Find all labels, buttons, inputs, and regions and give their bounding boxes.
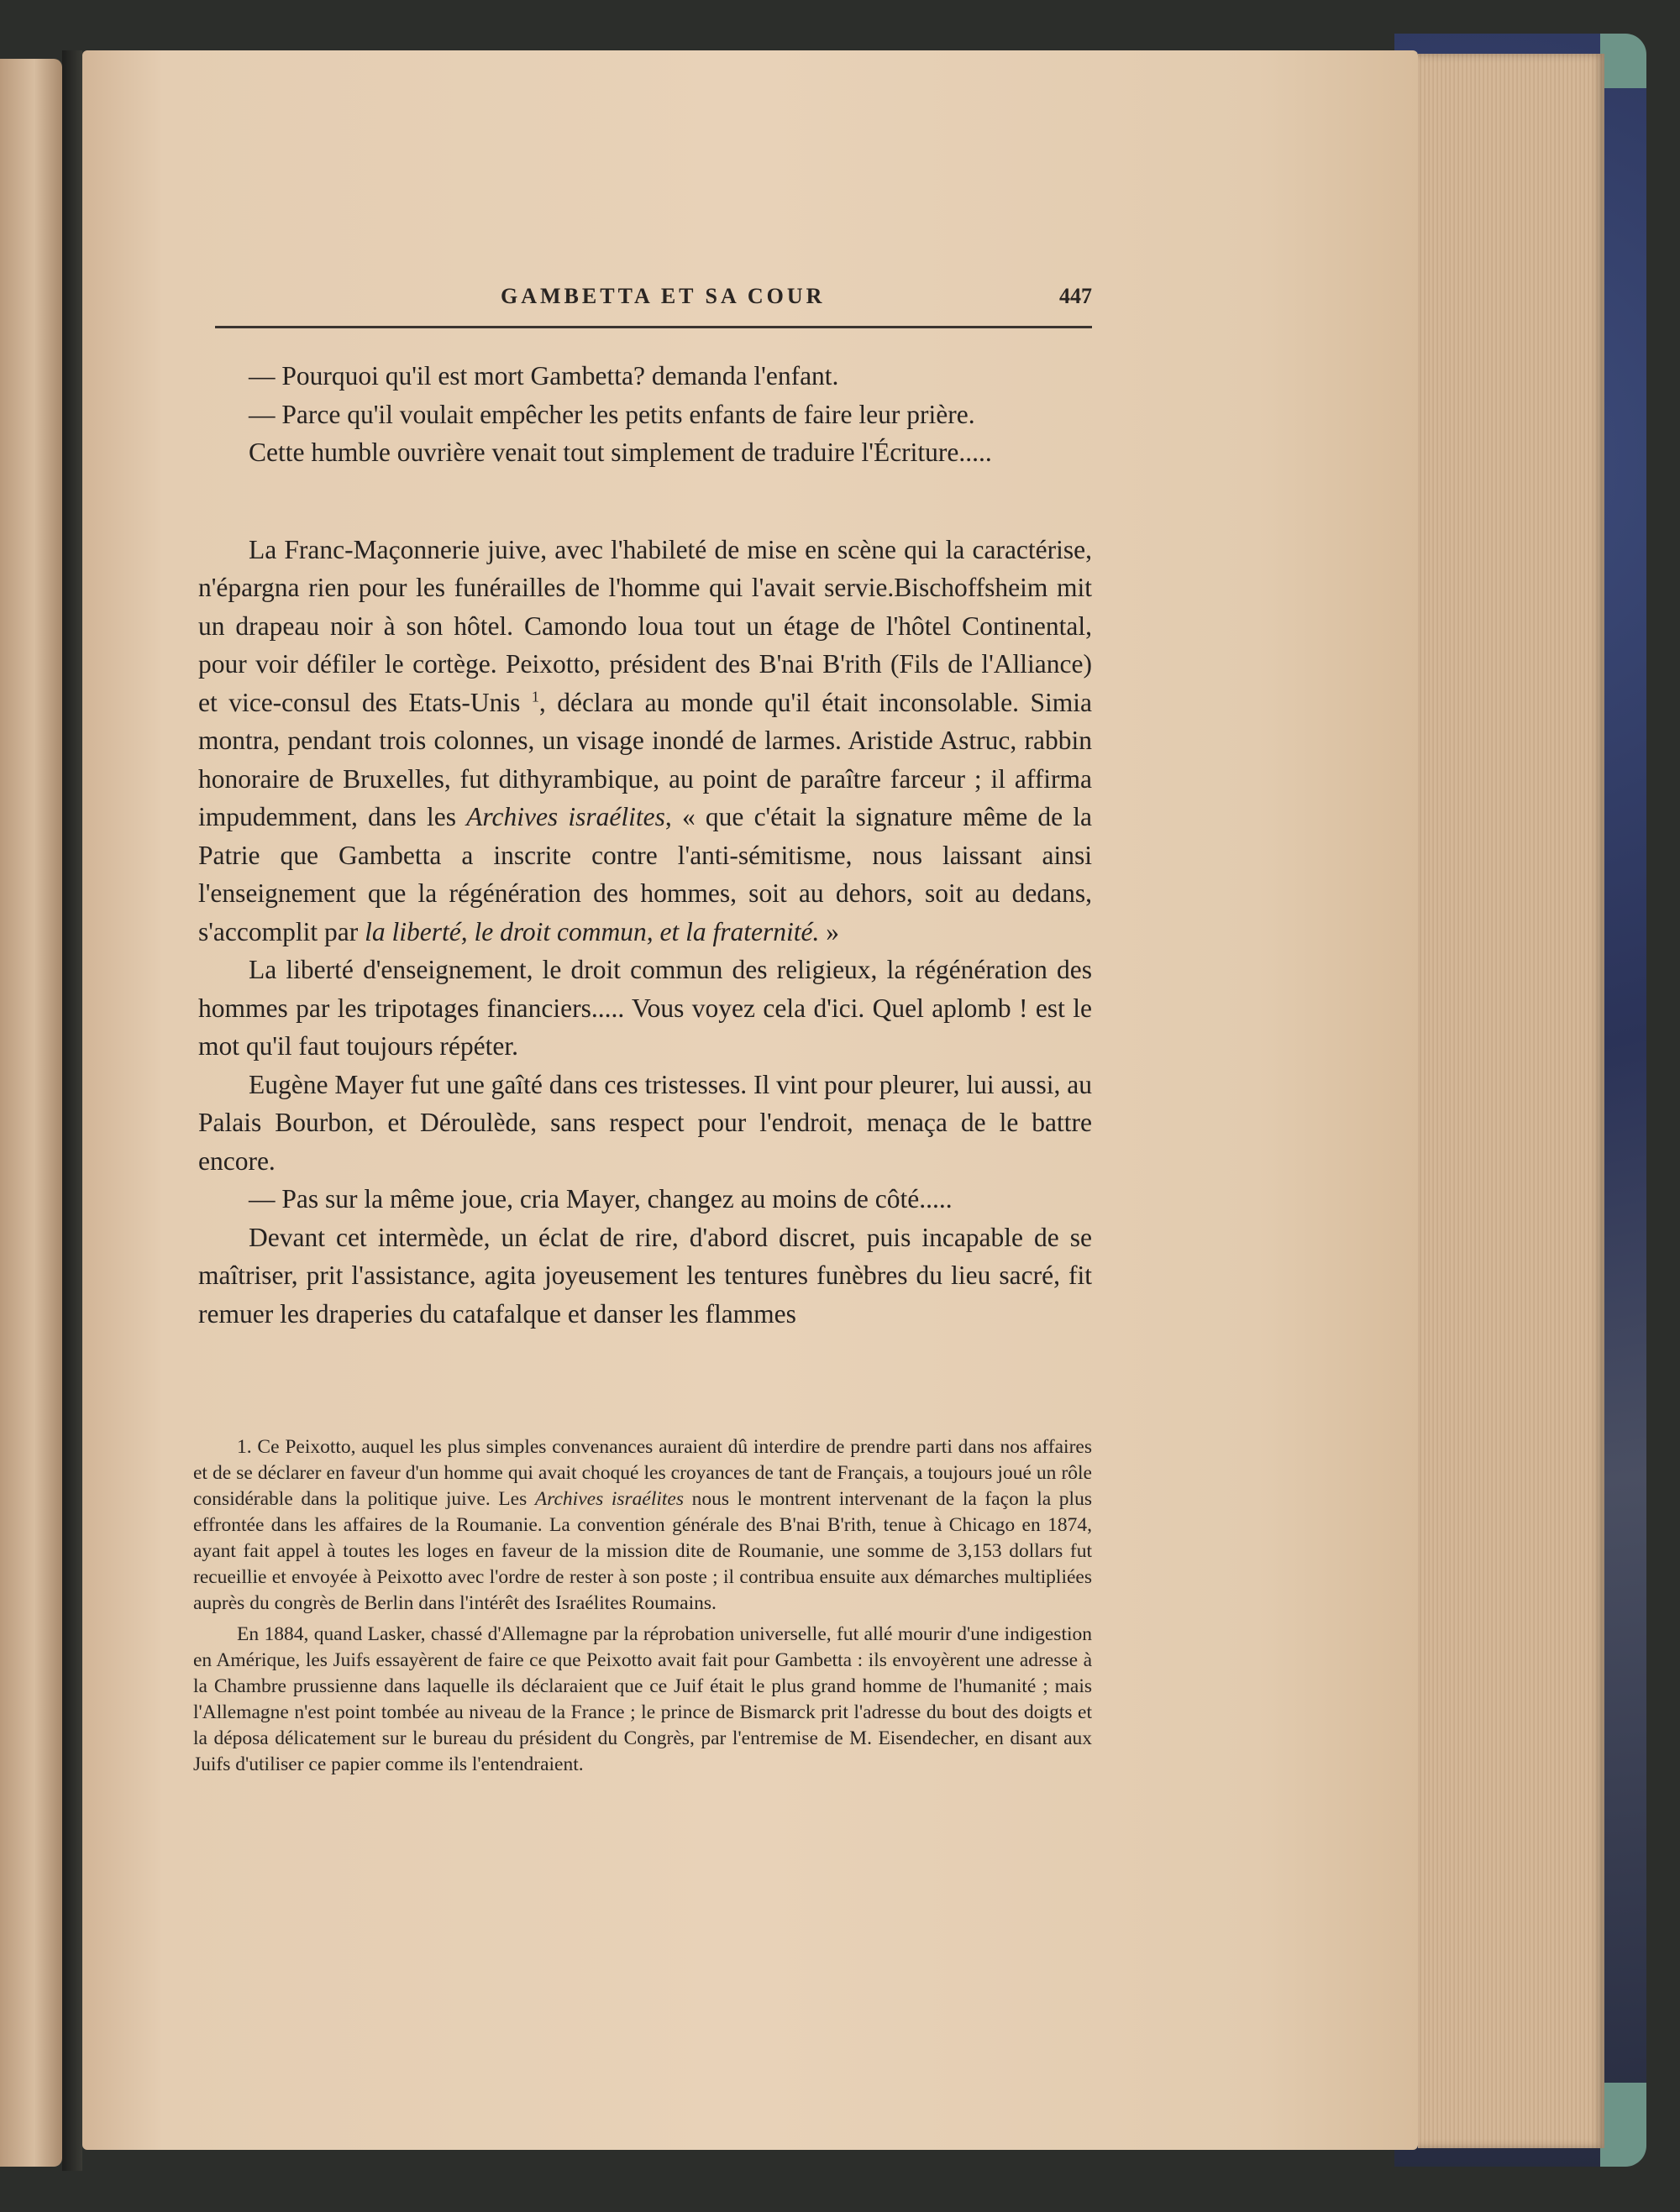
- italic-title: Archives israélites: [466, 802, 665, 831]
- footnotes: [193, 1434, 1092, 1778]
- paragraph: [198, 531, 1092, 951]
- book-gutter: [62, 50, 82, 2171]
- paragraph: Cette humble ouvrière venait tout simplement de traduire l'Écriture.....: [249, 438, 992, 467]
- page-edges: [1418, 54, 1604, 2148]
- text-run: La Franc-Maçonnerie juive, avec l'habileté de mise en scène qui la caractérise, n'épargna rien pour les funérailles de l'homme qui l'avait servie.Bischoffsheim mit un drapeau noir à son hôtel. Camondo loua tout un étage de l'hôtel Continental, pour voir défiler le cortège. Peixotto, président des B'nai B'rith (Fils de l'Alliance) et vice-consul des Etats-Unis: [198, 534, 1092, 717]
- text-run: Ce Peixotto, auquel les plus simples convenances auraient dû interdire de prendre parti dans nos affaires et de se déclarer en faveur d'un homme qui avait choqué les croyances de tant de Français, a toujours joué un rôle considérable dans la politique juive. Les: [193, 1436, 1092, 1510]
- footnote: [193, 1434, 1092, 1617]
- page-number: 447: [1059, 284, 1092, 308]
- italic-title: Archives israélites: [534, 1488, 685, 1510]
- running-title: GAMBETTA ET SA COUR: [501, 284, 826, 308]
- paragraph: — Pas sur la même joue, cria Mayer, changez au moins de côté.....: [249, 1184, 953, 1213]
- cover-corner-top: [1600, 34, 1646, 88]
- cover-corner-bottom: [1600, 2083, 1646, 2167]
- paragraph: Eugène Mayer fut une gaîté dans ces tristesses. Il vint pour pleurer, lui aussi, au Palais Bourbon, et Déroulède, sans respect pour l'endroit, menaça de le battre encore.: [198, 1069, 1092, 1176]
- paragraph: — Parce qu'il voulait empêcher les petits enfants de faire leur prière.: [249, 399, 975, 429]
- header-rule: [215, 326, 1092, 328]
- section-gap: [198, 472, 1092, 531]
- text-run: nous le montrent intervenant de la façon la plus effrontée dans les affaires de la Roumanie. La convention générale des B'nai B'rith, tenue à Chicago en 1874, ayant fait appel à toutes les loges en faveur de la mission dite de Roumanie, une somme de 3,153 dollars fut recueillie et envoyée à Peixotto avec l'ordre de rester à son poste ; il contribua ensuite aux démarches multipliées auprès du congrès de Berlin dans l'intérêt des Israélites Roumains.: [193, 1488, 1092, 1614]
- paragraph: — Pourquoi qu'il est mort Gambetta? demanda l'enfant.: [249, 361, 839, 391]
- italic-quote: la liberté, le droit commun, et la fraternité.: [365, 916, 820, 946]
- text-run: »: [819, 916, 839, 946]
- running-header: [215, 284, 1092, 321]
- paragraph: La liberté d'enseignement, le droit commun des religieux, la régénération des hommes par les tripotages financiers..... Vous voyez cela d'ici. Quel aplomb ! est le mot qu'il faut toujours répéter.: [198, 955, 1092, 1061]
- text-run: , « que c'était la signature même de la Patrie que Gambetta a inscrite contre l'anti-sémitisme, nous laissant ainsi l'enseignement que la régénération des hommes, soit au dehors, soit au dedans, s'accomplit par: [198, 802, 1093, 946]
- left-page-edge: [0, 59, 62, 2167]
- main-text: [198, 357, 1092, 1333]
- footnote-ref[interactable]: 1: [531, 688, 539, 705]
- footnote-continuation: En 1884, quand Lasker, chassé d'Allemagne par la réprobation universelle, fut allé mourir d'une indigestion en Amérique, les Juifs essayèrent de faire ce que Peixotto avait fait pour Gambetta : ils envoyèrent une adresse à la Chambre prussienne dans laquelle ils déclaraient que ce Juif était le plus grand homme de l'humanité ; mais l'Allemagne n'est point tombée au niveau de la France ; le prince de Bismarck prit l'adresse du bout des doigts et la déposa délicatement sur le bureau du président du Congrès, par l'entremise de M. Eisendecher, en disant aux Juifs d'utiliser ce papier comme ils l'entendraient.: [193, 1623, 1092, 1775]
- paragraph: Devant cet intermède, un éclat de rire, d'abord discret, puis incapable de se maîtriser, prit l'assistance, agita joyeusement les tentures funèbres du lieu sacré, fit remuer les draperies du catafalque et danser les flammes: [198, 1222, 1092, 1329]
- text-run: , déclara au monde qu'il était inconsolable. Simia montra, pendant trois colonnes, un visage inondé de larmes. Aristide Astruc, rabbin honoraire de Bruxelles, fut dithyrambique, au point de paraître farceur ; il affirma impudemment, dans les: [198, 687, 1092, 831]
- footnote-marker: 1.: [237, 1436, 252, 1458]
